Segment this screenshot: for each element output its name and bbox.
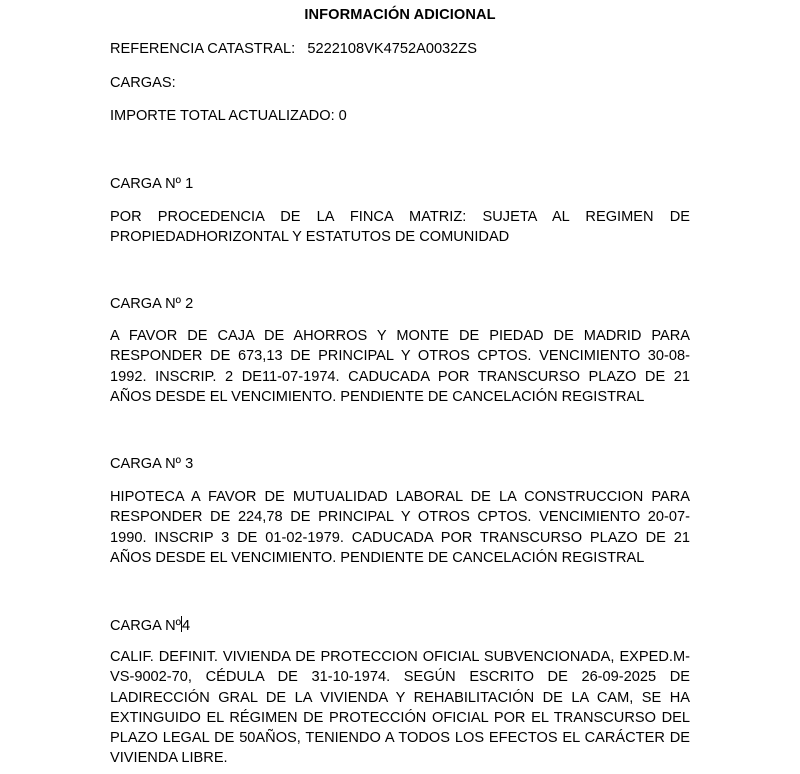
carga-4-heading xyxy=(110,616,190,634)
referencia-catastral-row xyxy=(110,41,477,57)
document-title: INFORMACIÓN ADICIONAL xyxy=(304,7,496,23)
carga-1-text: POR PROCEDENCIA DE LA FINCA MATRIZ: SUJETA AL REGIMEN DE PROPIEDADHORIZONTAL Y ESTATUTOS DE COMUNIDAD xyxy=(110,209,690,246)
carga-2-text: A FAVOR DE CAJA DE AHORROS Y MONTE DE PIEDAD DE MADRID PARA RESPONDER DE 673,13 DE PRINCIPAL Y OTROS CPTOS. VENCIMIENTO 30-08-1992. INSCRIP. 2 DE11-07-1974. CADUCADA POR TRANSCURSO PLAZO DE 21 AÑOS DESDE EL VENCIMIENTO. PENDIENTE DE CANCELACIÓN REGISTRAL xyxy=(110,328,690,405)
referencia-catastral-value: 5222108VK4752A0032ZS xyxy=(307,41,477,57)
carga-4-heading-number: 4 xyxy=(182,618,191,634)
carga-3-heading: CARGA Nº 3 xyxy=(110,456,194,472)
cargas-label: CARGAS: xyxy=(110,75,176,91)
referencia-catastral-label: REFERENCIA CATASTRAL: xyxy=(110,41,296,57)
carga-1-heading: CARGA Nº 1 xyxy=(110,176,194,192)
carga-4-text: CALIF. DEFINIT. VIVIENDA DE PROTECCION OFICIAL SUBVENCIONADA, EXPED.M-VS-9002-70, CÉDULA DE 31-10-1974. SEGÚN ESCRITO DE 26-09-2025 DE LADIRECCIÓN GRAL DE LA VIVIENDA Y REHABILITACIÓN DE LA CAM, SE HA EXTINGUIDO EL RÉGIMEN DE PROTECCIÓN OFICIAL POR EL TRANSCURSO DEL PLAZO LEGAL DE 50AÑOS, TENIENDO A TODOS LOS EFECTOS EL CARÁCTER DE VIVIENDA LIBRE. xyxy=(110,649,690,767)
carga-2-heading: CARGA Nº 2 xyxy=(110,296,194,312)
carga-3-text: HIPOTECA A FAVOR DE MUTUALIDAD LABORAL DE LA CONSTRUCCION PARA RESPONDER DE 224,78 DE PRINCIPAL Y OTROS CPTOS. VENCIMIENTO 20-07-1990. INSCRIP 3 DE 01-02-1979. CADUCADA POR TRANSCURSO PLAZO DE 21 AÑOS DESDE EL VENCIMIENTO. PENDIENTE DE CANCELACIÓN REGISTRAL xyxy=(110,489,690,566)
importe-total-label: IMPORTE TOTAL ACTUALIZADO: 0 xyxy=(110,108,347,124)
carga-4-heading-prefix: CARGA Nº xyxy=(110,618,182,634)
